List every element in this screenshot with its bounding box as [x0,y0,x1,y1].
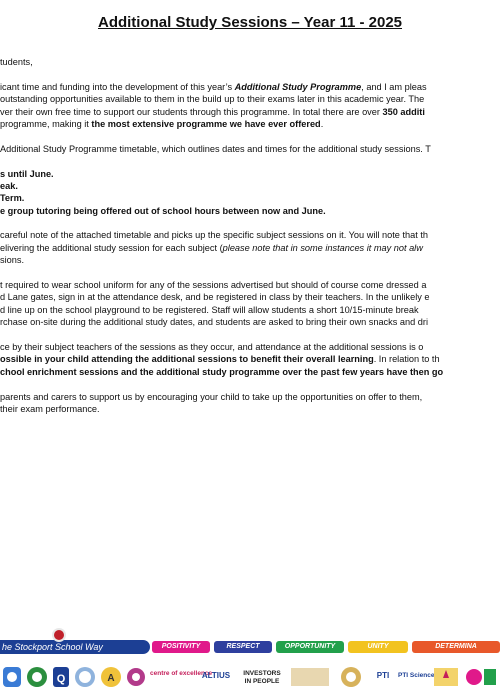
accreditation-logo [290,664,330,692]
text: sions. [0,255,25,266]
page-title: Additional Study Sessions – Year 11 - 2025 [97,14,403,31]
accreditation-logo [2,664,22,692]
salutation: tudents, [0,57,33,67]
accreditation-logo [334,664,368,692]
accreditation-logo [52,664,70,692]
pti-logo: PTI [376,671,390,680]
highlight-text: 350 additi [382,106,425,117]
highlight-text: chool enrichment sessions and the additional study programme over the past few years have then go [0,366,444,377]
text: outstanding opportunities available to them in the build up to their exams later in this academic year. The [0,94,425,105]
text: . [320,118,324,129]
accreditation-logos [0,660,500,696]
bullet-list [0,168,500,218]
text: elivering the additional study session for each subject ( [0,242,223,253]
programme-name: Additional Study Programme [234,81,362,92]
accreditation-logo [432,664,460,692]
list-item: eak. [0,180,18,191]
text: ce by their subject teachers of the sessions as they occur, and attendance at the additional sessions is o [0,341,424,352]
value-respect: RESPECT [214,641,272,653]
text: t required to wear school uniform for any of the sessions advertised but should of course come dressed a [0,280,427,291]
text: icant time and funding into the development of this year’s [0,81,235,92]
accreditation-logo [74,664,96,692]
paragraph-3 [0,229,500,266]
accreditation-logo [126,664,146,692]
paragraph-1 [0,81,500,131]
text: their exam performance. [0,403,100,414]
text: , and I am pleas [361,81,427,92]
italic-note: please note that in some instances it may not alw [222,242,423,253]
paragraph-2: Additional Study Programme timetable, which outlines dates and times for the additional study sessions. T [0,143,431,154]
text: ver their own free time to support our students through this programme. In total there are over [0,106,383,117]
school-crest-icon [52,628,66,642]
text: d Lane gates, sign in at the attendance desk, and be registered in class by their teachers. In the unlikely e [0,292,430,303]
text: careful note of the attached timetable and picks up the specific subject sessions on it. You will note that th [0,230,428,241]
value-determination: DETERMINA [412,641,500,653]
list-item: s until June. [0,168,54,179]
text: rchase on-site during the additional study dates, and students are asked to bring their own snacks and dri [0,317,428,328]
text: . In relation to th [373,354,440,365]
paragraph-4 [0,279,500,329]
text: d line up on the school playground to be registered. Staff will allow students a short 10/15-minute break [0,304,419,315]
text: parents and carers to support us by encouraging your child to take up the opportunities on offer to them, [0,391,423,402]
accreditation-logo [464,664,498,692]
list-item: Term. [0,193,25,204]
value-positivity: POSITIVITY [152,641,210,653]
value-unity: UNITY [348,641,408,653]
list-item: e group tutoring being offered out of school hours between now and June. [0,205,326,216]
centre-of-excellence-logo: centre of excellence [150,670,213,677]
pti-science-logo: PTI Science [398,672,435,679]
text: programme, making it [0,118,92,129]
svg-text:A: A [107,673,115,684]
school-way-banner: he Stockport School Way [0,640,150,654]
paragraph-5 [0,341,500,378]
altius-logo: ALTIUS [201,671,231,680]
value-opportunity: OPPORTUNITY [276,641,344,653]
accreditation-logo [100,664,122,692]
paragraph-6 [0,391,500,416]
highlight-text: the most extensive programme we have ever offered [91,118,321,129]
highlight-text: ossible in your child attending the additional sessions to benefit their overall learning [0,354,374,365]
letter-body [0,56,500,415]
accreditation-logo [26,664,48,692]
investors-in-people-logo: INVESTORS IN PEOPLE [243,670,281,685]
svg-text:Q: Q [56,673,66,685]
